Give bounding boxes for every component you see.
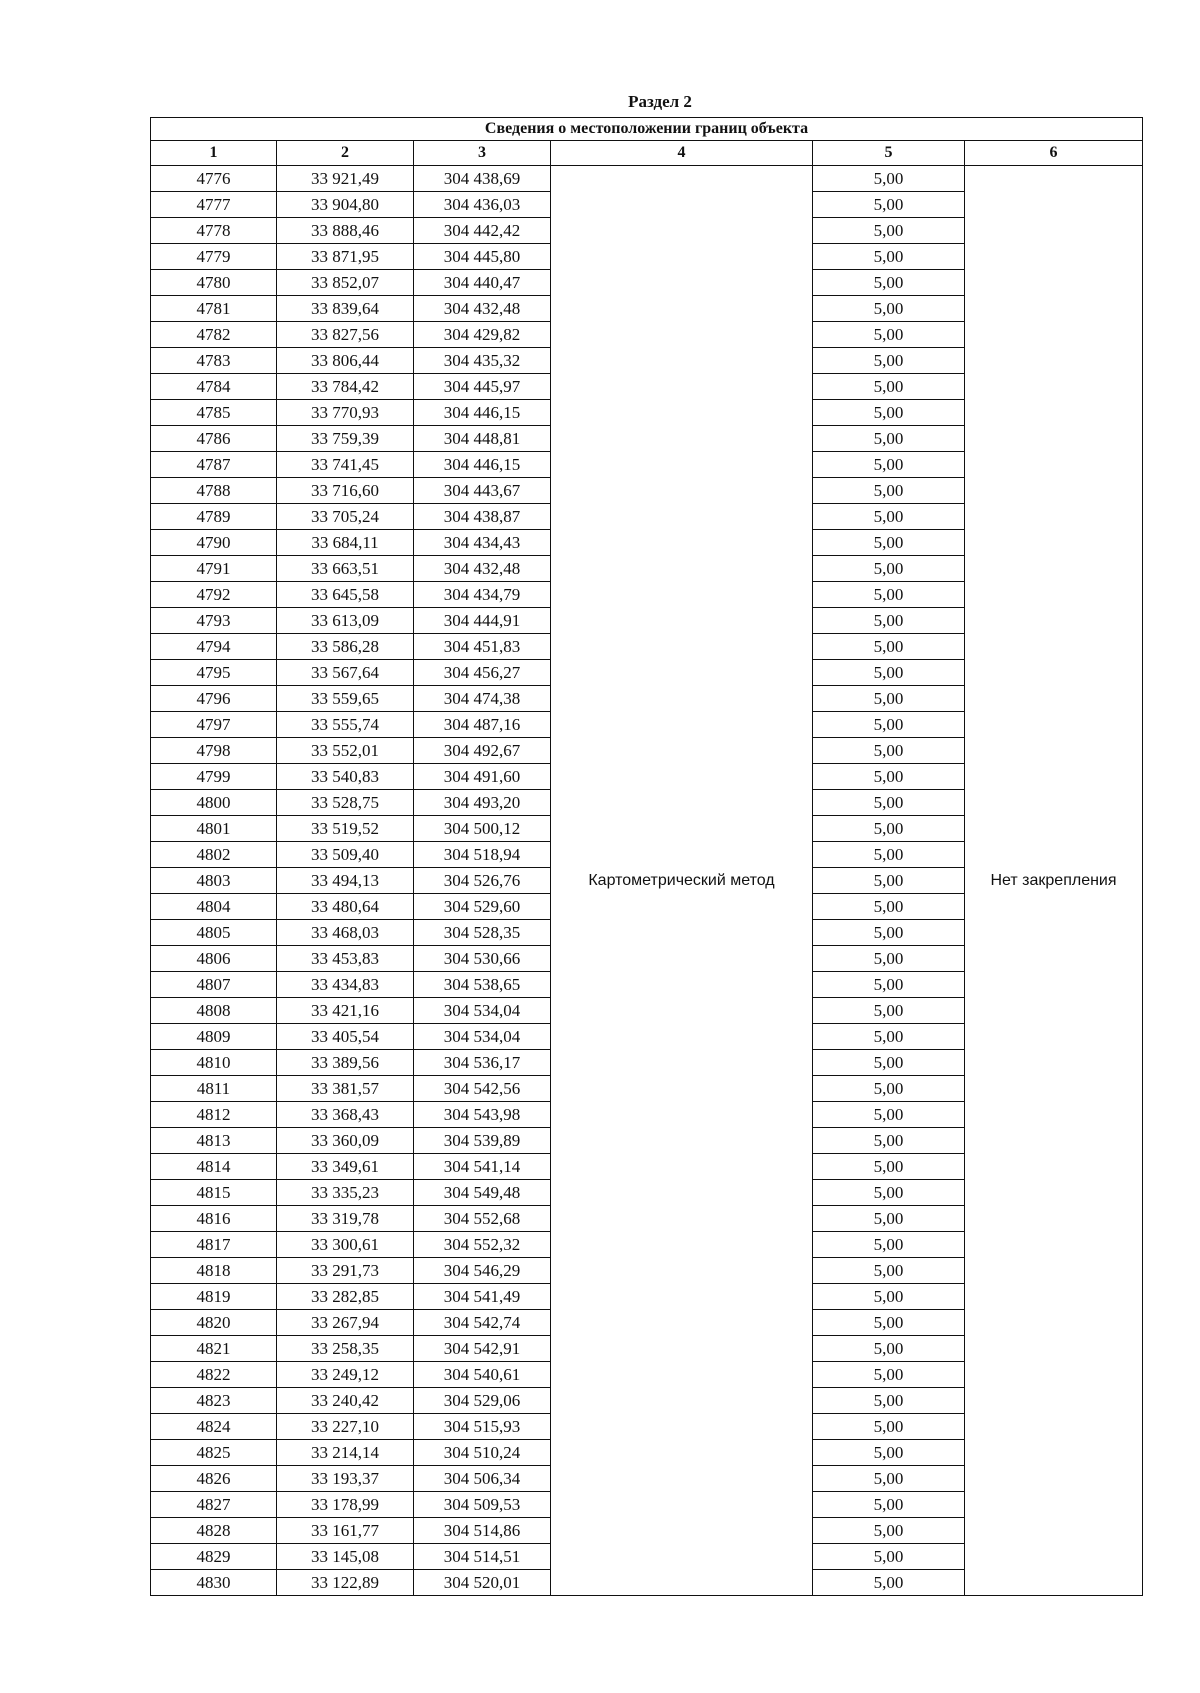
accuracy-value: 5,00 <box>813 1544 965 1570</box>
coord-y: 304 514,86 <box>414 1518 551 1544</box>
accuracy-value: 5,00 <box>813 1336 965 1362</box>
point-number: 4820 <box>151 1310 277 1336</box>
point-number: 4821 <box>151 1336 277 1362</box>
coord-x: 33 784,42 <box>277 374 414 400</box>
accuracy-value: 5,00 <box>813 608 965 634</box>
coord-y: 304 541,49 <box>414 1284 551 1310</box>
point-number: 4816 <box>151 1206 277 1232</box>
point-number: 4828 <box>151 1518 277 1544</box>
point-number: 4830 <box>151 1570 277 1596</box>
coord-x: 33 368,43 <box>277 1102 414 1128</box>
coord-y: 304 434,79 <box>414 582 551 608</box>
point-number: 4786 <box>151 426 277 452</box>
point-number: 4790 <box>151 530 277 556</box>
accuracy-value: 5,00 <box>813 1128 965 1154</box>
coord-y: 304 434,43 <box>414 530 551 556</box>
coord-y: 304 542,91 <box>414 1336 551 1362</box>
accuracy-value: 5,00 <box>813 1362 965 1388</box>
point-number: 4812 <box>151 1102 277 1128</box>
point-number: 4817 <box>151 1232 277 1258</box>
coord-x: 33 227,10 <box>277 1414 414 1440</box>
accuracy-value: 5,00 <box>813 1258 965 1284</box>
coord-x: 33 567,64 <box>277 660 414 686</box>
coord-y: 304 549,48 <box>414 1180 551 1206</box>
accuracy-value: 5,00 <box>813 1440 965 1466</box>
coord-y: 304 444,91 <box>414 608 551 634</box>
coord-x: 33 904,80 <box>277 192 414 218</box>
point-number: 4795 <box>151 660 277 686</box>
point-number: 4829 <box>151 1544 277 1570</box>
point-number: 4789 <box>151 504 277 530</box>
table-title-row <box>151 118 1143 141</box>
accuracy-value: 5,00 <box>813 842 965 868</box>
coord-y: 304 435,32 <box>414 348 551 374</box>
coord-y: 304 456,27 <box>414 660 551 686</box>
accuracy-value: 5,00 <box>813 972 965 998</box>
coord-x: 33 453,83 <box>277 946 414 972</box>
accuracy-value: 5,00 <box>813 894 965 920</box>
point-number: 4783 <box>151 348 277 374</box>
coord-x: 33 528,75 <box>277 790 414 816</box>
point-number: 4806 <box>151 946 277 972</box>
coord-y: 304 509,53 <box>414 1492 551 1518</box>
coord-x: 33 888,46 <box>277 218 414 244</box>
accuracy-value: 5,00 <box>813 946 965 972</box>
coord-x: 33 645,58 <box>277 582 414 608</box>
accuracy-value: 5,00 <box>813 1180 965 1206</box>
table-body <box>151 166 1143 1596</box>
point-number: 4797 <box>151 712 277 738</box>
coord-x: 33 613,09 <box>277 608 414 634</box>
accuracy-value: 5,00 <box>813 1232 965 1258</box>
accuracy-value: 5,00 <box>813 1154 965 1180</box>
point-number: 4776 <box>151 166 277 192</box>
point-number: 4781 <box>151 296 277 322</box>
accuracy-value: 5,00 <box>813 478 965 504</box>
accuracy-value: 5,00 <box>813 1414 965 1440</box>
coord-y: 304 448,81 <box>414 426 551 452</box>
coord-y: 304 520,01 <box>414 1570 551 1596</box>
coord-x: 33 509,40 <box>277 842 414 868</box>
point-number: 4804 <box>151 894 277 920</box>
coord-y: 304 432,48 <box>414 556 551 582</box>
accuracy-value: 5,00 <box>813 1284 965 1310</box>
coord-y: 304 446,15 <box>414 400 551 426</box>
coord-y: 304 552,32 <box>414 1232 551 1258</box>
table-row <box>151 166 1143 192</box>
coord-y: 304 493,20 <box>414 790 551 816</box>
coord-x: 33 555,74 <box>277 712 414 738</box>
coord-x: 33 282,85 <box>277 1284 414 1310</box>
section-title: Раздел 2 <box>628 92 692 111</box>
accuracy-value: 5,00 <box>813 816 965 842</box>
coord-x: 33 214,14 <box>277 1440 414 1466</box>
coord-y: 304 529,60 <box>414 894 551 920</box>
point-number: 4818 <box>151 1258 277 1284</box>
coord-y: 304 440,47 <box>414 270 551 296</box>
coord-y: 304 429,82 <box>414 322 551 348</box>
point-number: 4802 <box>151 842 277 868</box>
column-header-6: 6 <box>965 141 1143 166</box>
coord-x: 33 684,11 <box>277 530 414 556</box>
accuracy-value: 5,00 <box>813 348 965 374</box>
point-number: 4800 <box>151 790 277 816</box>
accuracy-value: 5,00 <box>813 660 965 686</box>
coord-y: 304 529,06 <box>414 1388 551 1414</box>
coord-x: 33 161,77 <box>277 1518 414 1544</box>
accuracy-value: 5,00 <box>813 764 965 790</box>
coord-x: 33 145,08 <box>277 1544 414 1570</box>
accuracy-value: 5,00 <box>813 582 965 608</box>
point-number: 4788 <box>151 478 277 504</box>
coord-x: 33 300,61 <box>277 1232 414 1258</box>
coord-x: 33 405,54 <box>277 1024 414 1050</box>
coord-y: 304 541,14 <box>414 1154 551 1180</box>
point-number: 4803 <box>151 868 277 894</box>
coord-x: 33 178,99 <box>277 1492 414 1518</box>
coord-y: 304 432,48 <box>414 296 551 322</box>
coord-x: 33 552,01 <box>277 738 414 764</box>
coord-y: 304 443,67 <box>414 478 551 504</box>
coord-y: 304 487,16 <box>414 712 551 738</box>
accuracy-value: 5,00 <box>813 998 965 1024</box>
point-number: 4827 <box>151 1492 277 1518</box>
point-number: 4791 <box>151 556 277 582</box>
coord-x: 33 759,39 <box>277 426 414 452</box>
point-number: 4782 <box>151 322 277 348</box>
coord-x: 33 267,94 <box>277 1310 414 1336</box>
coord-y: 304 530,66 <box>414 946 551 972</box>
point-number: 4815 <box>151 1180 277 1206</box>
accuracy-value: 5,00 <box>813 1076 965 1102</box>
coord-x: 33 468,03 <box>277 920 414 946</box>
accuracy-value: 5,00 <box>813 634 965 660</box>
point-number: 4799 <box>151 764 277 790</box>
coord-x: 33 586,28 <box>277 634 414 660</box>
coord-y: 304 528,35 <box>414 920 551 946</box>
accuracy-value: 5,00 <box>813 712 965 738</box>
point-number: 4794 <box>151 634 277 660</box>
coord-x: 33 770,93 <box>277 400 414 426</box>
coord-y: 304 514,51 <box>414 1544 551 1570</box>
coord-x: 33 349,61 <box>277 1154 414 1180</box>
coord-y: 304 492,67 <box>414 738 551 764</box>
coord-x: 33 852,07 <box>277 270 414 296</box>
accuracy-value: 5,00 <box>813 166 965 192</box>
point-number: 4808 <box>151 998 277 1024</box>
point-number: 4811 <box>151 1076 277 1102</box>
coord-y: 304 518,94 <box>414 842 551 868</box>
accuracy-value: 5,00 <box>813 1388 965 1414</box>
accuracy-value: 5,00 <box>813 556 965 582</box>
accuracy-value: 5,00 <box>813 1102 965 1128</box>
coord-y: 304 451,83 <box>414 634 551 660</box>
coord-x: 33 921,49 <box>277 166 414 192</box>
coord-y: 304 546,29 <box>414 1258 551 1284</box>
accuracy-value: 5,00 <box>813 218 965 244</box>
point-number: 4809 <box>151 1024 277 1050</box>
point-number: 4823 <box>151 1388 277 1414</box>
coord-x: 33 291,73 <box>277 1258 414 1284</box>
point-number: 4778 <box>151 218 277 244</box>
boundary-table <box>150 117 1143 1596</box>
accuracy-value: 5,00 <box>813 192 965 218</box>
coord-x: 33 716,60 <box>277 478 414 504</box>
coord-x: 33 319,78 <box>277 1206 414 1232</box>
point-number: 4819 <box>151 1284 277 1310</box>
accuracy-value: 5,00 <box>813 426 965 452</box>
coord-x: 33 559,65 <box>277 686 414 712</box>
point-number: 4793 <box>151 608 277 634</box>
point-number: 4810 <box>151 1050 277 1076</box>
point-number: 4777 <box>151 192 277 218</box>
point-number: 4822 <box>151 1362 277 1388</box>
coord-x: 33 480,64 <box>277 894 414 920</box>
coord-y: 304 445,80 <box>414 244 551 270</box>
accuracy-value: 5,00 <box>813 1466 965 1492</box>
column-header-4: 4 <box>551 141 813 166</box>
accuracy-value: 5,00 <box>813 400 965 426</box>
point-number: 4824 <box>151 1414 277 1440</box>
point-number: 4787 <box>151 452 277 478</box>
point-number: 4792 <box>151 582 277 608</box>
point-number: 4784 <box>151 374 277 400</box>
coord-y: 304 539,89 <box>414 1128 551 1154</box>
coord-y: 304 543,98 <box>414 1102 551 1128</box>
coord-y: 304 491,60 <box>414 764 551 790</box>
accuracy-value: 5,00 <box>813 868 965 894</box>
accuracy-value: 5,00 <box>813 244 965 270</box>
coord-y: 304 540,61 <box>414 1362 551 1388</box>
column-header-5: 5 <box>813 141 965 166</box>
fixing-cell: Нет закрепления <box>965 166 1143 1596</box>
coord-x: 33 421,16 <box>277 998 414 1024</box>
column-header-1: 1 <box>151 141 277 166</box>
accuracy-value: 5,00 <box>813 270 965 296</box>
accuracy-value: 5,00 <box>813 920 965 946</box>
accuracy-value: 5,00 <box>813 790 965 816</box>
coord-x: 33 663,51 <box>277 556 414 582</box>
coord-y: 304 552,68 <box>414 1206 551 1232</box>
column-header-2: 2 <box>277 141 414 166</box>
coord-x: 33 741,45 <box>277 452 414 478</box>
accuracy-value: 5,00 <box>813 738 965 764</box>
point-number: 4779 <box>151 244 277 270</box>
accuracy-value: 5,00 <box>813 1310 965 1336</box>
coord-y: 304 515,93 <box>414 1414 551 1440</box>
coord-y: 304 536,17 <box>414 1050 551 1076</box>
point-number: 4814 <box>151 1154 277 1180</box>
coord-x: 33 871,95 <box>277 244 414 270</box>
accuracy-value: 5,00 <box>813 296 965 322</box>
accuracy-value: 5,00 <box>813 1570 965 1596</box>
coord-x: 33 335,23 <box>277 1180 414 1206</box>
point-number: 4813 <box>151 1128 277 1154</box>
column-header-3: 3 <box>414 141 551 166</box>
coord-x: 33 249,12 <box>277 1362 414 1388</box>
coord-x: 33 839,64 <box>277 296 414 322</box>
coord-y: 304 446,15 <box>414 452 551 478</box>
coord-y: 304 506,34 <box>414 1466 551 1492</box>
coord-y: 304 474,38 <box>414 686 551 712</box>
coord-y: 304 438,87 <box>414 504 551 530</box>
coord-y: 304 442,42 <box>414 218 551 244</box>
coord-y: 304 542,56 <box>414 1076 551 1102</box>
coord-x: 33 540,83 <box>277 764 414 790</box>
accuracy-value: 5,00 <box>813 1050 965 1076</box>
coord-y: 304 534,04 <box>414 1024 551 1050</box>
coord-y: 304 534,04 <box>414 998 551 1024</box>
coord-x: 33 806,44 <box>277 348 414 374</box>
coord-y: 304 542,74 <box>414 1310 551 1336</box>
coord-x: 33 360,09 <box>277 1128 414 1154</box>
point-number: 4780 <box>151 270 277 296</box>
coord-x: 33 827,56 <box>277 322 414 348</box>
method-cell: Картометрический метод <box>551 166 813 1596</box>
accuracy-value: 5,00 <box>813 374 965 400</box>
coord-x: 33 240,42 <box>277 1388 414 1414</box>
coord-x: 33 381,57 <box>277 1076 414 1102</box>
coord-y: 304 445,97 <box>414 374 551 400</box>
accuracy-value: 5,00 <box>813 452 965 478</box>
point-number: 4825 <box>151 1440 277 1466</box>
accuracy-value: 5,00 <box>813 1518 965 1544</box>
coord-y: 304 538,65 <box>414 972 551 998</box>
coord-x: 33 389,56 <box>277 1050 414 1076</box>
point-number: 4807 <box>151 972 277 998</box>
coord-x: 33 258,35 <box>277 1336 414 1362</box>
coord-y: 304 526,76 <box>414 868 551 894</box>
coord-x: 33 519,52 <box>277 816 414 842</box>
coord-x: 33 494,13 <box>277 868 414 894</box>
point-number: 4805 <box>151 920 277 946</box>
accuracy-value: 5,00 <box>813 322 965 348</box>
table-title: Сведения о местоположении границ объекта <box>151 118 1143 141</box>
accuracy-value: 5,00 <box>813 1492 965 1518</box>
accuracy-value: 5,00 <box>813 1206 965 1232</box>
coord-x: 33 122,89 <box>277 1570 414 1596</box>
column-header-row <box>151 141 1143 166</box>
point-number: 4826 <box>151 1466 277 1492</box>
accuracy-value: 5,00 <box>813 504 965 530</box>
accuracy-value: 5,00 <box>813 530 965 556</box>
point-number: 4798 <box>151 738 277 764</box>
point-number: 4796 <box>151 686 277 712</box>
coord-x: 33 193,37 <box>277 1466 414 1492</box>
coord-x: 33 434,83 <box>277 972 414 998</box>
coord-y: 304 510,24 <box>414 1440 551 1466</box>
accuracy-value: 5,00 <box>813 1024 965 1050</box>
point-number: 4801 <box>151 816 277 842</box>
coord-y: 304 500,12 <box>414 816 551 842</box>
coord-y: 304 438,69 <box>414 166 551 192</box>
point-number: 4785 <box>151 400 277 426</box>
coord-x: 33 705,24 <box>277 504 414 530</box>
accuracy-value: 5,00 <box>813 686 965 712</box>
coord-y: 304 436,03 <box>414 192 551 218</box>
